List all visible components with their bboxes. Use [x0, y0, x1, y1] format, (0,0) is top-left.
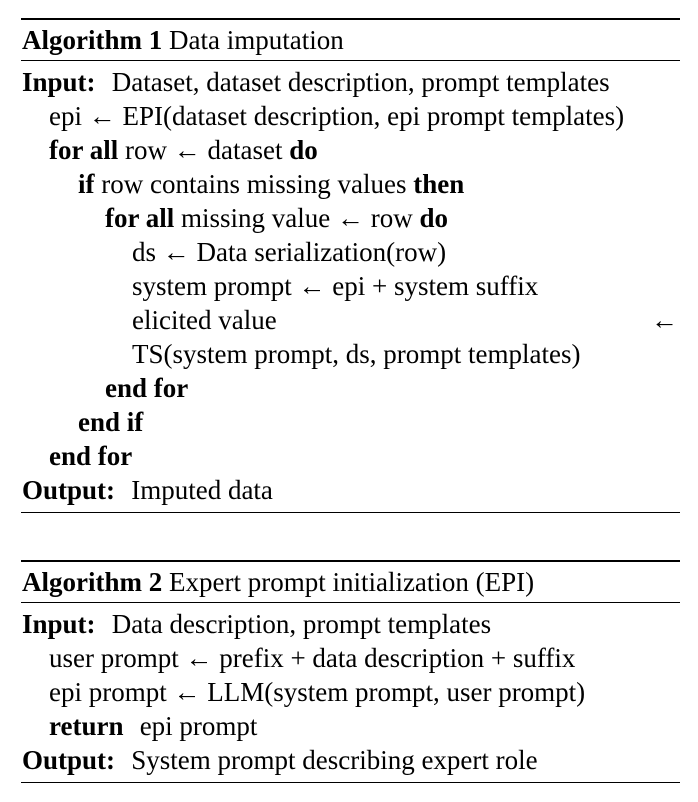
statement-text: TS(system prompt, ds, prompt templates) [132, 339, 581, 369]
algorithm-1-label: Algorithm 1 [22, 25, 163, 55]
pseudocode-line-epi-prompt-assign [22, 675, 680, 709]
pseudocode-line-output [22, 743, 680, 777]
pseudocode-line-forall-missing [22, 201, 680, 235]
statement-text: ds ← Data serialization(row) [132, 237, 447, 267]
statement-text: epi prompt ← LLM(system prompt, user prompt) [49, 677, 586, 707]
pseudocode-line-input [22, 607, 680, 641]
algorithm-1-title: Data imputation [168, 25, 344, 55]
assign-arrow: ← [651, 305, 678, 335]
keyword-return: return [49, 711, 124, 741]
statement-text: row contains missing values [101, 169, 407, 199]
pseudocode-line-system-prompt-assign [22, 269, 680, 303]
keyword-do: do [289, 135, 318, 165]
pseudocode-line-end-for-outer [22, 439, 680, 473]
algorithm-2-body [21, 603, 680, 783]
pseudocode-line-return [22, 709, 680, 743]
statement-text: epi prompt [139, 711, 258, 741]
pseudocode-line-forall-row [22, 133, 680, 167]
pseudocode-line-output [22, 473, 680, 507]
keyword-do: do [419, 203, 449, 233]
pseudocode-line-ds-assign [22, 235, 680, 269]
algorithm-1-body [21, 61, 680, 513]
keyword-output: Output: [22, 745, 116, 775]
algorithms-figure [21, 18, 680, 783]
algorithm-2-title: Expert prompt initialization (EPI) [168, 567, 535, 597]
statement-text: Dataset, dataset description, prompt templates [111, 67, 610, 97]
statement-text: Imputed data [131, 475, 273, 505]
keyword-input: Input: [22, 67, 96, 97]
statement-text: elicited value [132, 305, 277, 335]
keyword-end-if: end if [78, 407, 144, 437]
keyword-output: Output: [22, 475, 116, 505]
keyword-for-all: for all [49, 135, 119, 165]
statement-text: user prompt ← prefix + data description + suffix [49, 643, 576, 673]
statement-text: System prompt describing expert role [131, 745, 538, 775]
algorithm-1-block [21, 18, 680, 513]
keyword-input: Input: [22, 609, 96, 639]
statement-text: Data description, prompt templates [111, 609, 492, 639]
algorithm-2-block [21, 560, 680, 783]
statement-text: system prompt ← epi + system suffix [132, 271, 539, 301]
keyword-for-all: for all [105, 203, 175, 233]
pseudocode-line-elicited-value [22, 303, 680, 337]
keyword-then: then [413, 169, 465, 199]
pseudocode-line-ts-call [22, 337, 680, 371]
statement-text: epi ← EPI(dataset description, epi prompt templates) [49, 101, 625, 131]
pseudocode-line-user-prompt-assign [22, 641, 680, 675]
algorithm-1-header [21, 20, 680, 61]
algorithm-2-header [21, 562, 680, 603]
pseudocode-line-if-missing [22, 167, 680, 201]
pseudocode-line-end-for-inner [22, 371, 680, 405]
keyword-end-for: end for [105, 373, 189, 403]
pseudocode-line-epi-assign [22, 99, 680, 133]
statement-text: row ← dataset [125, 135, 283, 165]
keyword-if: if [78, 169, 95, 199]
keyword-end-for: end for [49, 441, 133, 471]
statement-text: missing value ← row [181, 203, 413, 233]
pseudocode-line-input [22, 65, 680, 99]
algorithm-2-label: Algorithm 2 [22, 567, 163, 597]
pseudocode-line-end-if [22, 405, 680, 439]
